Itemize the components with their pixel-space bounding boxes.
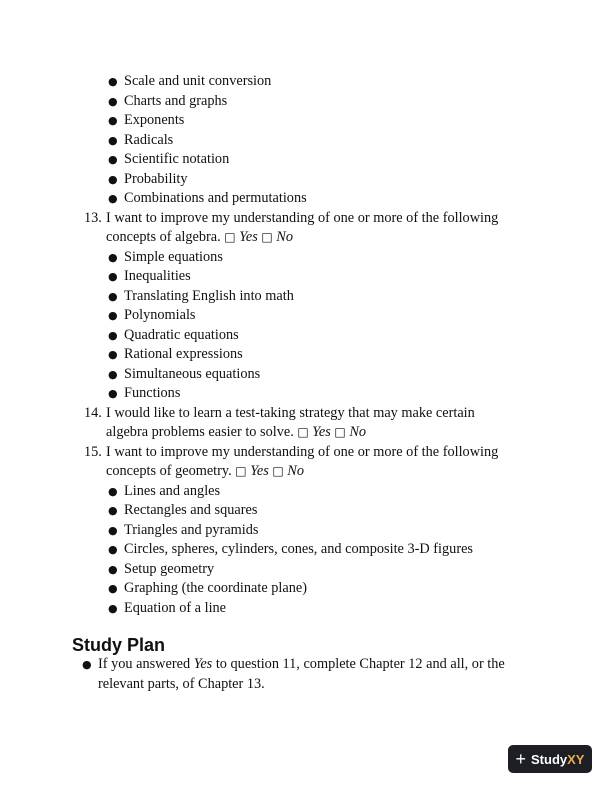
- list-item: Translating English into math: [124, 287, 294, 304]
- list-item: Charts and graphs: [124, 92, 228, 109]
- bullet-icon: ●: [108, 270, 118, 283]
- list-item: Simple equations: [124, 248, 223, 265]
- bullet-icon: ●: [82, 658, 92, 671]
- question-text-end: algebra problems easier to solve.: [106, 424, 294, 440]
- study-plan-text-start: If you answered: [98, 656, 191, 672]
- list-item: Scale and unit conversion: [124, 73, 272, 89]
- bullet-icon: ●: [108, 192, 118, 205]
- bullet-icon: ●: [108, 94, 118, 108]
- list-item: Probability: [124, 170, 188, 187]
- list-item: Scientific notation: [124, 151, 230, 167]
- choice-yes: Yes: [312, 424, 331, 440]
- bullet-icon: ●: [108, 484, 118, 498]
- list-item: Rectangles and squares: [124, 502, 258, 518]
- bullet-icon: ●: [108, 562, 118, 576]
- question-number: 13.: [84, 209, 102, 226]
- list-item: Setup geometry: [124, 560, 215, 577]
- bullet-icon: ●: [108, 153, 118, 166]
- checkbox-no-icon[interactable]: □: [334, 425, 346, 439]
- checkbox-no-icon[interactable]: □: [261, 230, 273, 244]
- bullet-icon: ●: [108, 75, 118, 88]
- bullet-icon: ●: [108, 289, 118, 303]
- plus-icon: +: [515, 749, 527, 769]
- bullet-icon: ●: [108, 523, 118, 537]
- list-item: Equation of a line: [124, 599, 227, 616]
- list-item: Quadratic equations: [124, 326, 239, 343]
- checkbox-yes-icon[interactable]: □: [235, 464, 247, 478]
- bullet-icon: ●: [108, 114, 118, 127]
- badge-label: [531, 752, 584, 767]
- list-item: Lines and angles: [124, 482, 221, 499]
- checkbox-no-icon[interactable]: □: [272, 464, 284, 478]
- badge-study: Study: [531, 751, 568, 767]
- question-text: I want to improve my understanding of one or more of the following: [106, 209, 499, 226]
- bullet-icon: ●: [108, 582, 118, 595]
- bullet-icon: ●: [108, 309, 118, 322]
- bullet-icon: ●: [108, 601, 118, 615]
- bullet-icon: ●: [108, 328, 118, 342]
- question-text: I want to improve my understanding of one or more of the following: [106, 443, 499, 460]
- question-text-end: concepts of algebra.: [106, 229, 221, 245]
- bullet-icon: ●: [108, 250, 118, 264]
- choice-no: No: [276, 229, 293, 245]
- section-heading: Study Plan: [72, 635, 166, 655]
- bullet-icon: ●: [108, 172, 118, 186]
- question-text-line2: [106, 462, 304, 481]
- checkbox-yes-icon[interactable]: □: [297, 425, 309, 439]
- choice-no: No: [287, 463, 304, 479]
- list-item: Triangles and pyramids: [124, 521, 259, 538]
- choice-no: No: [349, 424, 367, 440]
- list-item: Simultaneous equations: [124, 365, 261, 382]
- checkbox-yes-icon[interactable]: □: [224, 230, 236, 244]
- list-item: Functions: [124, 385, 181, 401]
- list-item: Polynomials: [124, 307, 196, 323]
- list-item: Circles, spheres, cylinders, cones, and composite 3-D figures: [124, 541, 473, 557]
- choice-yes: Yes: [239, 229, 258, 245]
- bullet-icon: ●: [108, 387, 118, 400]
- question-text-line2: [106, 423, 366, 442]
- bullet-icon: ●: [108, 348, 118, 361]
- question-number: 14.: [84, 404, 102, 421]
- bullet-icon: ●: [108, 504, 118, 517]
- bullet-icon: ●: [108, 367, 118, 381]
- list-item: Combinations and permutations: [124, 190, 307, 206]
- choice-yes: Yes: [250, 463, 269, 479]
- question-text-end: concepts of geometry.: [106, 463, 232, 479]
- study-plan-item: [98, 655, 505, 674]
- study-plan-item-line2: relevant parts, of Chapter 13.: [98, 676, 265, 692]
- studyxy-logo-badge[interactable]: [508, 745, 592, 773]
- badge-xy: XY: [567, 751, 585, 767]
- bullet-icon: ●: [108, 133, 118, 147]
- list-item: Exponents: [124, 112, 185, 128]
- question-text: I would like to learn a test-taking strategy that may make certain: [106, 404, 475, 421]
- list-item: Radicals: [124, 131, 174, 148]
- study-plan-text-end: to question 11, complete Chapter 12 and all, or the: [215, 656, 505, 672]
- list-item: Inequalities: [124, 268, 191, 284]
- bullet-icon: ●: [108, 543, 118, 556]
- list-item: Graphing (the coordinate plane): [124, 580, 308, 596]
- question-text-line2: [106, 228, 293, 247]
- study-plan-yes: Yes: [193, 656, 213, 672]
- question-number: 15.: [84, 443, 102, 460]
- list-item: Rational expressions: [124, 346, 243, 362]
